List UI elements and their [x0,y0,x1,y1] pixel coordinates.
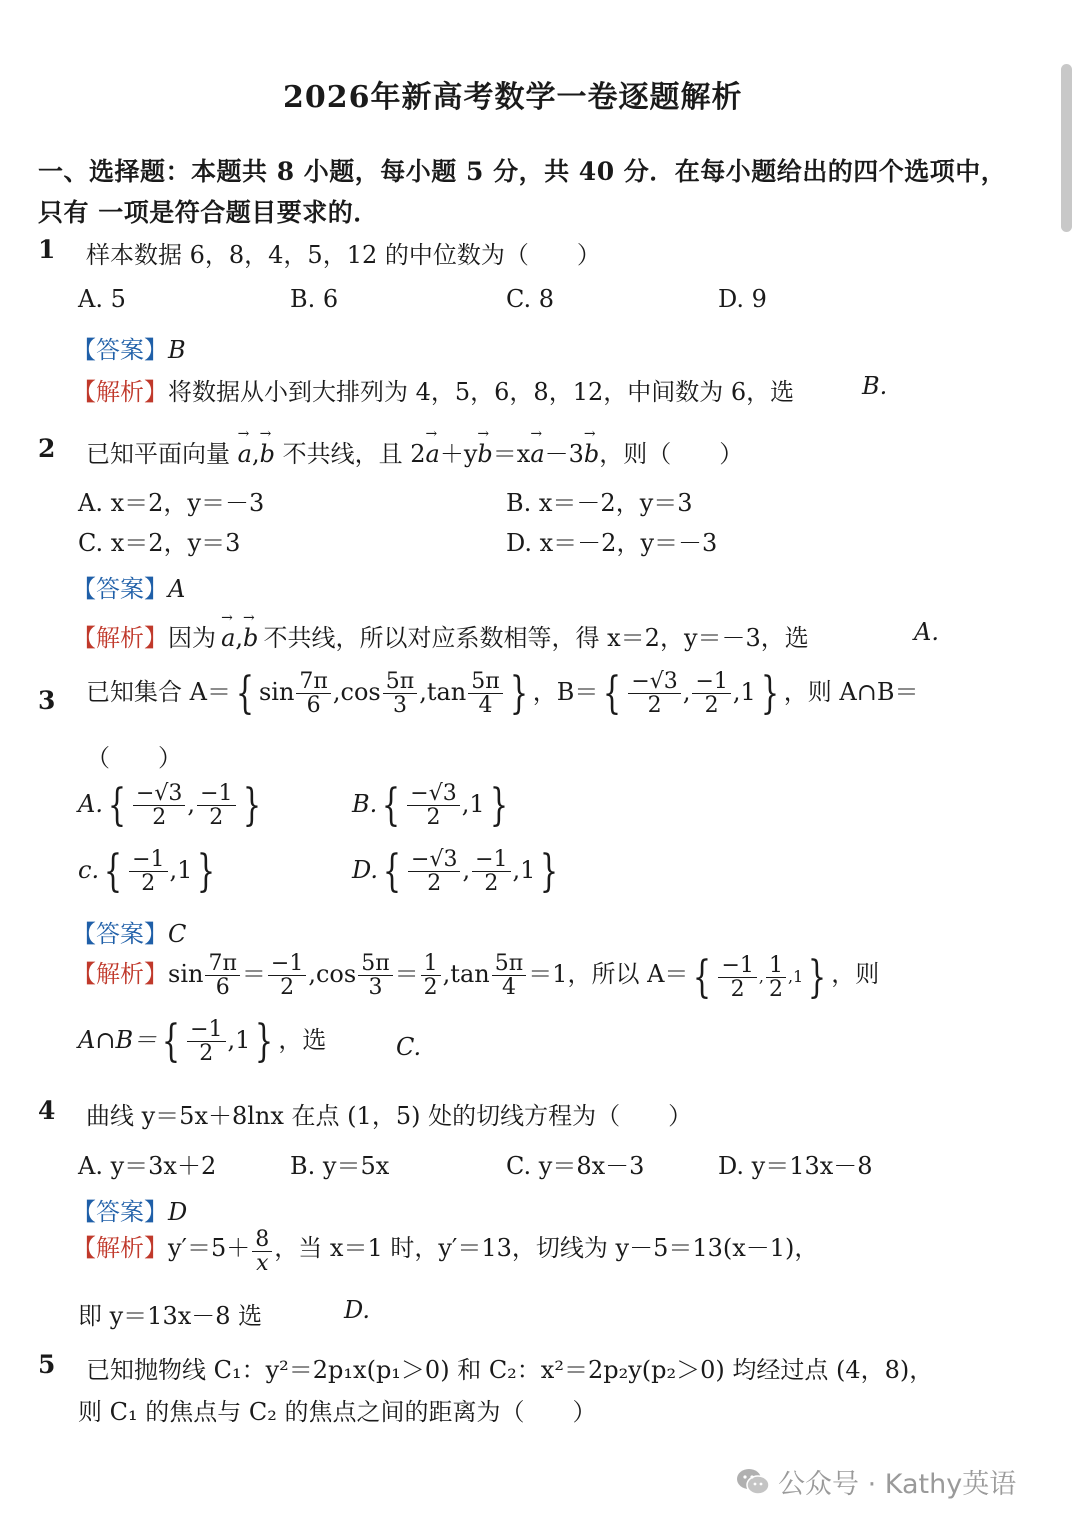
analysis-tag: 【解析】 [72,624,168,652]
option-d: D. 9 [718,285,767,313]
question-paren: （ ） [86,744,182,772]
answer-line [72,914,186,949]
analysis-line2: A∩B＝ { $\frac{-1}{2}$ ,1 } ，选 [78,1015,327,1067]
option-a: A. { $\frac{-√3}{2}$ , $\frac{-1}{2}$ } [78,779,261,831]
analysis-choice: A. [914,618,939,646]
analysis-line [72,372,794,407]
question-stem-line2: 则 C₁ 的焦点与 C₂ 的焦点之间的距离为（ ） [78,1398,597,1426]
answer-value: B [168,336,186,364]
option-a: A. y＝3x＋2 [78,1152,217,1180]
answer-line [72,1192,187,1227]
option-c: c. { $\frac{-1}{2}$ ,1 } [78,845,216,897]
question-stem: 已知集合 A＝ { sin $\frac{7\pi}{6}$ ,cos $\frac{5\pi}{3}$ ,tan $\frac{5\pi}{4}$ } ，B＝ { $\frac{-√3}{2}$ , $\frac{-1}{2}$ ,1 } ，则 A∩B＝ [86,667,919,719]
option-a: A. x＝2，y＝－3 [78,489,265,517]
wechat-icon [736,1467,770,1497]
analysis-text: 将数据从小到大排列为 4，5，6，8，12，中间数为 6，选 [168,378,795,406]
option-c: C. y＝8x－3 [506,1152,645,1180]
answer-tag: 【答案】 [72,575,168,603]
option-c: C. x＝2，y＝3 [78,529,241,557]
option-b: B. { $\frac{-√3}{2}$ ,1 } [352,779,508,831]
option-d: D. { $\frac{-√3}{2}$ , $\frac{-1}{2}$ ,1 } [352,845,559,897]
watermark-text: 公众号 · Kathy英语 [778,1469,1017,1500]
question-stem-line1: 已知抛物线 C₁：y²＝2p₁x(p₁＞0) 和 C₂：x²＝2p₂y(p₂＞0) 均经过点 (4，8)， [86,1356,934,1384]
answer-tag: 【答案】 [72,336,168,364]
page-title: 2026年新高考数学一卷逐题解析 [283,80,743,115]
analysis-tag: 【解析】 [72,960,168,989]
question-stem: 曲线 y＝5x＋8lnx 在点 (1，5) 处的切线方程为（ ） [86,1102,693,1130]
question-stem: 已知平面向量 → a,→ b 不共线，且 2→ a＋y→ b＝x→ a－3→ b，则（ ） [86,434,743,469]
question-number: 5 [38,1350,56,1379]
question-number: 4 [38,1096,56,1125]
analysis-choice: C. [396,1033,422,1061]
scrollbar[interactable] [1061,64,1072,232]
question-stem: 样本数据 6，8，4，5，12 的中位数为（ ） [86,241,601,269]
answer-line [72,330,186,365]
question-number: 2 [38,434,56,463]
answer-value: A [168,575,186,603]
watermark [736,1462,1016,1501]
analysis-tag: 【解析】 [72,378,168,406]
option-b: B. x＝－2，y＝3 [506,489,693,517]
analysis-line2: 即 y＝13x－8 选 [78,1302,263,1330]
option-b: B. 6 [290,285,339,313]
analysis-line: 【解析】y′＝5＋ $\frac{8}{x}$ ，当 x＝1 时，y′＝13，切线为 y－5＝13(x－1)， [72,1227,819,1277]
answer-value: C [168,920,187,948]
analysis-choice: B. [862,372,888,400]
answer-tag: 【答案】 [72,920,168,948]
analysis-line: 【解析】因为 → a,→ b 不共线，所以对应系数相等，得 x＝2，y＝－3，选 [72,618,809,653]
section-heading-line1: 一、选择题：本题共 8 小题，每小题 5 分，共 40 分．在每小题给出的四个选项中， [38,157,1007,186]
question-number: 1 [38,235,56,264]
option-b: B. y＝5x [290,1152,390,1180]
option-c: C. 8 [506,285,555,313]
section-heading-line2: 只有 一项是符合题目要求的． [38,198,379,227]
option-d: D. y＝13x－8 [718,1152,873,1180]
analysis-line: 【解析】sin $\frac{7\pi}{6}$ ＝ $\frac{-1}{2}$ ,cos $\frac{5\pi}{3}$ ＝ $\frac{1}{2}$ ,tan $\frac{5\pi}{4}$ ＝1，所以 A＝ { $\frac{-1}{2}$ , $\frac{1}{2}$ ,1 } ，则 [72,951,880,1003]
answer-value: D [168,1198,188,1226]
option-d: D. x＝－2，y＝－3 [506,529,718,557]
answer-line [72,569,185,604]
question-number: 3 [38,686,56,715]
analysis-tag: 【解析】 [72,1234,168,1263]
analysis-choice: D. [344,1296,371,1324]
option-a: A. 5 [78,285,126,313]
answer-tag: 【答案】 [72,1198,168,1226]
